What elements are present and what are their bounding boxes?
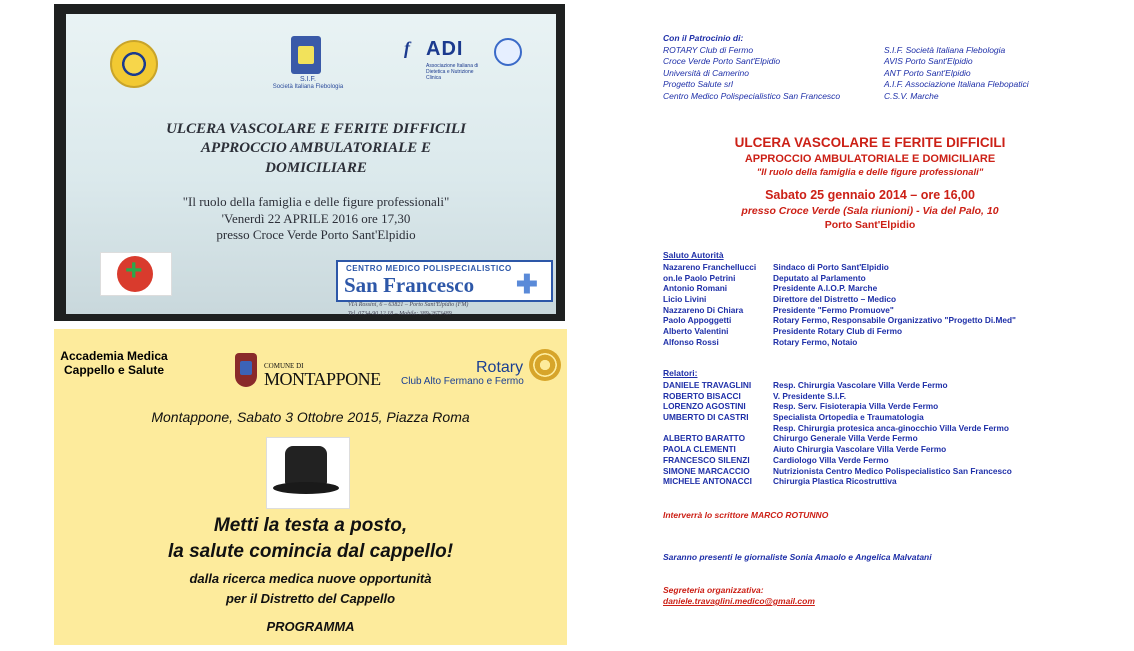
cmp-name: San Francesco <box>344 273 475 297</box>
list-item <box>663 444 1103 455</box>
plus-cross-icon: ✚ <box>516 269 538 299</box>
accademia-text: Accademia Medica Cappello e Salute <box>60 349 168 377</box>
adi-logo: ADI <box>426 38 464 60</box>
person-role: Sindaco di Porto Sant'Elpidio <box>773 262 889 272</box>
person-role: Deputato al Parlamento <box>773 272 866 283</box>
slide-place: presso Croce Verde Porto Sant'Elpidio <box>216 227 416 242</box>
slide-title-line-1: ULCERA VASCOLARE E FERITE DIFFICILI <box>166 121 466 137</box>
saluto-list <box>663 262 1103 348</box>
montappone-label: MONTAPPONE <box>264 369 381 389</box>
person-name: Paolo Appoggetti <box>663 315 732 326</box>
person-name: SIMONE MARCACCIO <box>663 465 750 476</box>
patrocinio-item: Croce Verde Porto Sant'Elpidio <box>663 56 781 67</box>
list-item <box>663 283 1103 294</box>
person-name: LORENZO AGOSTINI <box>663 401 746 412</box>
program-tagline: "Il ruolo della famiglia e delle figure professionali" <box>756 167 984 178</box>
list-item <box>663 466 1103 477</box>
sif-crest-icon <box>291 36 321 74</box>
person-name: UMBERTO DI CASTRI <box>663 412 749 423</box>
program-title: ULCERA VASCOLARE E FERITE DIFFICILI <box>734 135 1006 150</box>
program-date: Sabato 25 gennaio 2014 – ore 16,00 <box>765 188 975 202</box>
list-item <box>663 401 1103 412</box>
cmp-address: VIA Rossini, 6 – 63821 – Porto Sant'Elpidio (FM) <box>348 302 469 308</box>
program-subtitle: APPROCCIO AMBULATORIALE E DOMICILIARE <box>744 153 996 165</box>
person-role: Presidente A.I.O.P. Marche <box>773 283 878 294</box>
person-role: Chirurgo Generale Villa Verde Fermo <box>773 433 918 444</box>
person-role: Rotary Fermo, Responsabile Organizzativo "Progetto Di.Med" <box>773 315 1016 326</box>
accademia-title <box>54 349 174 377</box>
person-name: FRANCESCO SILENZI <box>663 454 750 465</box>
cmp-phone: Tel. 0734-90.12.18 – Mobile: 389-2673489 <box>348 311 452 317</box>
flyer-line-2: per il Distretto del Cappello <box>225 591 396 606</box>
list-item <box>663 273 1103 284</box>
flyer-line-1: dalla ricerca medica nuove opportunità <box>189 571 432 586</box>
list-item <box>663 262 1103 273</box>
rotary-emblem-icon <box>110 40 158 88</box>
patrocinio-right-list <box>884 45 1104 102</box>
person-role: Aiuto Chirurgia Vascolare Villa Verde Fermo <box>773 444 947 455</box>
program-city: Porto Sant'Elpidio <box>824 219 916 231</box>
list-item <box>663 380 1103 391</box>
person-role: Resp. Serv. Fisioterapia Villa Verde Fermo <box>773 401 939 412</box>
patrocinio-item: Università di Camerino <box>663 67 749 78</box>
list-item <box>663 455 1103 466</box>
sif-label: S.I.F. <box>300 76 316 83</box>
writer-note: Interverrà lo scrittore MARCO ROTUNNO <box>663 510 829 520</box>
list-item <box>663 476 1103 487</box>
person-name: Alfonso Rossi <box>663 336 719 347</box>
relatori-list <box>663 380 1103 487</box>
list-item <box>663 294 1103 305</box>
person-role: V. Presidente S.I.F. <box>773 390 847 401</box>
patrocinio-item: AVIS Porto Sant'Elpidio <box>884 56 973 67</box>
adi-seal-icon <box>494 38 522 66</box>
saluto-heading: Saluto Autorità <box>663 250 724 260</box>
list-item <box>663 315 1103 326</box>
person-name: ROBERTO BISACCI <box>663 390 741 401</box>
person-role: Nutrizionista Centro Medico Polispecialistico San Francesco <box>773 465 1012 476</box>
rotary-wheel-icon <box>529 349 561 381</box>
hat-brim <box>273 482 339 494</box>
person-role: Direttore del Distretto – Medico <box>773 294 897 305</box>
person-role: Chirurgia Plastica Ricostruttiva <box>773 476 897 487</box>
sif-subtitle: Società Italiana Flebologia <box>272 84 344 90</box>
slide-subtitle: "Il ruolo della famiglia e delle figure professionali" <box>182 194 450 209</box>
hat-crown <box>285 446 327 484</box>
comune-di-label: COMUNE DI <box>264 362 304 370</box>
flyer-headline-1: Metti la testa a posto, <box>213 515 408 536</box>
flyer-date: Montappone, Sabato 3 Ottobre 2015, Piazza Roma <box>151 409 470 425</box>
patrocinio-item: ANT Porto Sant'Elpidio <box>884 67 971 78</box>
croce-verde-logo-icon <box>100 252 172 296</box>
program-sheet <box>640 28 1110 628</box>
patrocinio-item: S.I.F. Società Italiana Flebologia <box>884 45 1006 55</box>
person-name: Nazzareno Di Chiara <box>663 304 744 315</box>
list-item <box>663 337 1103 348</box>
secretary-label: Segreteria organizzativa: <box>663 585 764 595</box>
adi-f-mark: f <box>404 38 410 58</box>
person-name: Antonio Romani <box>663 283 728 294</box>
rotary-club-label: Club Alto Fermano e Fermo <box>401 376 524 387</box>
person-name: MICHELE ANTONACCI <box>663 476 752 487</box>
person-name: on.le Paolo Petrini <box>663 272 736 283</box>
list-item <box>663 433 1103 444</box>
list-item <box>663 391 1103 402</box>
slide-title-line-2: APPROCCIO AMBULATORIALE E <box>200 140 432 156</box>
person-role: Presidente Rotary Club di Fermo <box>773 326 903 337</box>
san-francesco-logo <box>336 260 553 302</box>
person-role: Cardiologo Villa Verde Fermo <box>773 454 889 465</box>
person-role: Resp. Chirurgia protesica anca-ginocchio Villa Verde Fermo <box>773 422 1009 433</box>
top-hat-photo <box>266 437 350 509</box>
person-role: Presidente "Fermo Promuove" <box>773 304 894 315</box>
slide-title-line-3: DOMICILIARE <box>265 160 367 176</box>
event-slide-photo <box>54 4 565 321</box>
patrocinio-heading: Con il Patrocinio di: <box>663 33 744 43</box>
patrocinio-item: Progetto Salute srl <box>663 79 733 90</box>
person-role: Resp. Chirurgia Vascolare Villa Verde Fermo <box>773 380 948 390</box>
patrocinio-item: ROTARY Club di Fermo <box>663 45 754 55</box>
person-role: Rotary Fermo, Notaio <box>773 336 858 347</box>
list-item <box>663 326 1103 337</box>
montappone-crest-icon <box>235 353 257 387</box>
program-place: presso Croce Verde (Sala riunioni) - Via del Palo, 10 <box>741 205 999 217</box>
projection-screen <box>66 14 556 317</box>
list-item <box>663 305 1103 316</box>
slide-date: 'Venerdì 22 APRILE 2016 ore 17,30 <box>221 211 411 226</box>
hat-health-flyer <box>54 329 567 645</box>
person-role: Specialista Ortopedia e Traumatologia <box>773 412 924 423</box>
secretary-email-link[interactable]: daniele.travaglini.medico@gmail.com <box>663 596 815 606</box>
person-name: ALBERTO BARATTO <box>663 433 746 444</box>
patrocinio-item: Centro Medico Polispecialistico San Francesco <box>663 90 841 101</box>
flyer-headline-2: la salute comincia dal cappello! <box>167 541 454 562</box>
flyer-programma: PROGRAMMA <box>266 619 355 634</box>
patrocinio-item: C.S.V. Marche <box>884 90 939 101</box>
patrocinio-item: A.I.F. Associazione Italiana Flebopatici <box>884 79 1029 90</box>
person-name: DANIELE TRAVAGLINI <box>663 380 752 390</box>
patrocinio-left-list <box>663 45 878 102</box>
person-name: Licio Livini <box>663 294 707 305</box>
relatori-heading: Relatori: <box>663 368 698 378</box>
person-name: Nazareno Franchellucci <box>663 262 757 272</box>
journalists-note: Saranno presenti le giornaliste Sonia Amaolo e Angelica Malvatani <box>663 552 932 562</box>
adi-subtitle: Associazione Italiana di Dietetica e Nutrizione Clinica <box>426 63 479 81</box>
person-name: PAOLA CLEMENTI <box>663 444 736 455</box>
list-item <box>663 423 1103 434</box>
list-item <box>663 412 1103 423</box>
rotary-label: Rotary <box>476 359 524 376</box>
person-name: Alberto Valentini <box>663 326 729 337</box>
cmp-title: CENTRO MEDICO POLISPECIALISTICO <box>346 264 512 273</box>
